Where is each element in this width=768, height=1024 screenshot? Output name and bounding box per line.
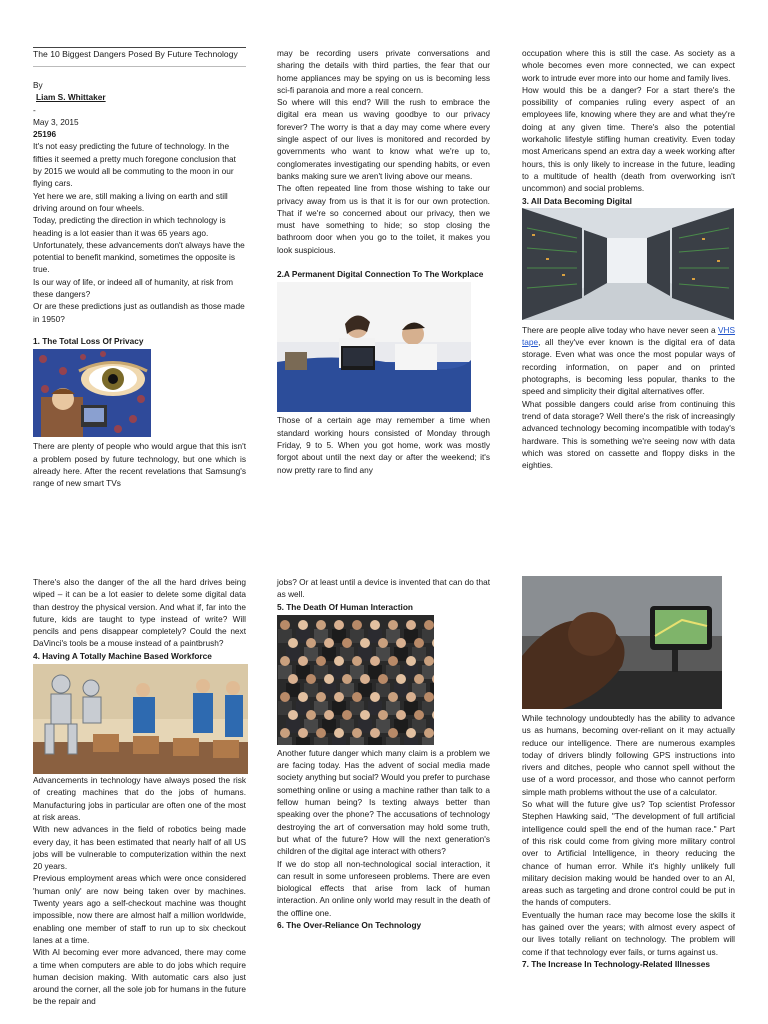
article-date: May 3, 2015 (33, 116, 79, 127)
column-3 (522, 47, 735, 471)
body-paragraph: With new advances in the field of robotics being made every day, it has been estimated that nearly half of all US jobs will be vulnerable to computerization within the next 20 years. (33, 824, 246, 872)
heading-human-interaction: 5. The Death Of Human Interaction (277, 601, 413, 612)
intro-paragraph: Unfortunately, these advancements don't always have the potential to benefit mankind, sometimes the opposite is true. (33, 239, 245, 275)
vhs-tape-link[interactable]: VHS tape (522, 324, 735, 348)
article-id: 25196 (33, 129, 57, 140)
heading-over-reliance: 6. The Over-Reliance On Technology (277, 920, 422, 931)
body-paragraph: There's also the danger of the all the hard drives being wiped – it can be a lot easier to delete some digital data than destroy the physical version. And what if, far into the future, kids are taught to type instead of write? Will pencils and pens disappear completely? Could the next DaVinci's tools be a mouse instead of a paintbrush? (33, 577, 246, 649)
title-divider (33, 66, 246, 67)
byline-dash: - (33, 104, 36, 115)
body-paragraph: Eventually the human race may become lose the skills it has gained over the years; with almost every aspect of our lives totally reliant on technology. The problem will come if that technology ever fails, or turns against us. (522, 909, 735, 957)
heading-tech-illnesses: 7. The Increase In Technology-Related Illnesses (522, 958, 710, 969)
body-paragraph: If we do stop all non-technological social interaction, it can result in some unforeseen problems. There are even biological effects that arise from lack of human interaction. An online only world may result in the death of the offline one. (277, 858, 490, 918)
server-room-photo (522, 208, 734, 320)
heading-digital-data: 3. All Data Becoming Digital (522, 195, 632, 206)
byline-label: By (33, 80, 43, 90)
workplace-photo (277, 282, 471, 412)
author-link[interactable]: Liam S. Whittaker (36, 92, 106, 103)
gps-dashboard-photo (522, 576, 722, 709)
column-1 (33, 47, 246, 489)
body-paragraph: occupation where this is still the case. As society as a whole becomes even more connected, we can expect work to intrude ever more into our home and family lives. (522, 48, 735, 83)
heading-workplace: 2.A Permanent Digital Connection To The Workplace (277, 269, 484, 280)
column-5 (277, 576, 490, 931)
body-paragraph: Advancements in technology have always posed the risk of creating machines that do the jobs of humans. Manufacturing jobs in particular are often one of the most at risk areas. (33, 775, 246, 822)
article-title: The 10 Biggest Dangers Posed By Future Technology (33, 49, 238, 59)
intro-paragraph: Is our way of life, or indeed all of humanity, at risk from these dangers? (33, 276, 233, 300)
intro-paragraph: Or are these predictions just as outlandish as those made in 1950? (33, 301, 245, 324)
body-paragraph: With AI becoming ever more advanced, there may come a time when computers are able to do jobs which require human decision making. With automatic cars also just around the corner, all the sole job for humans in the future be the repair and (33, 947, 246, 1007)
body-paragraph: While technology undoubtedly has the ability to advance us as humans, becoming over-reliant on it may actually reduce our intelligence. There are numerous examples today of drivers blindly following GPS instructions into rivers and ditches, people who cannot spell without the use of a word processor, and those who cannot perform simple math problems without the use of a calculator. (522, 713, 735, 797)
column-2 (277, 47, 490, 476)
body-paragraph: Another future danger which many claim is a problem we are facing today. Has the advent of social media made society anything but social? Would you prefer to purchase something online or using a machine rather than talk to a fellow human being? Is texting always better than speaking over the phone? The accusations of technology destroying the art of conversation may hold some truth, but what of the future? How will the next generation's children of the digital age interact with others? (277, 747, 490, 857)
heading-privacy: 1. The Total Loss Of Privacy (33, 335, 144, 346)
intro-paragraph: Yet here we are, still making a living on earth and still driving around on four wheels. (33, 190, 228, 213)
body-paragraph: What possible dangers could arise from continuing this trend of data storage? Well there's the risk of increasingly advanced technology becoming incompatible with today's hardware. This is something we're seeing now with data which was stored on cassette and floppy disks in the eighties. (522, 398, 735, 471)
body-paragraph: How would this be a danger? For a start there's the possibility of companies ruling every aspect of an employees life, knowing where they are and what they're doing at any given time. There's also the potential workaholic lifestyle stifling human creativity. Even today most Americans spend an extra day a week working after hours, this is only likely to increase in the future, leading to a multitude of health (death from overworking isn't uncommon) and social problems. (522, 84, 735, 194)
body-paragraph: Previous employment areas which were once considered 'human only' are now being taken over by machines. Twenty years ago a self-checkout machine was thought impossible, now there are almost half a million worldwide, enabling one member of staff to run up to six checkout lanes at a time. (33, 873, 246, 945)
body-paragraph: jobs? Or at least until a device is invented that can do that as well. (277, 577, 490, 600)
robot-workforce-illustration (33, 664, 248, 774)
workplace-paragraph: Those of a certain age may remember a time when standard working hours consisted of Monday through Friday, 9 to 5. When you got home, work was mostly forgot about until the next day or after the weekend; it's now pretty rare to find any (277, 415, 490, 475)
intro-paragraph: Today, predicting the direction in which technology is heading is a lot easier than it was 65 years ago. (33, 215, 226, 238)
body-paragraph: may be recording users private conversations and sharing the details with third parties, the fear that our home appliances may be spying on us is becoming less sci-fi paranoia and more a real concern. (277, 48, 490, 95)
body-paragraph: The often repeated line from those wishing to take our privacy away from us is that it is for our own protection. That if we're so concerned about our privacy, then we must have something to hide; so stop closing the bathroom door when you go to the toilet, it makes you look suspicious. (277, 183, 490, 255)
column-4 (33, 576, 246, 1008)
digital-data-paragraph: There are people alive today who have never seen a VHS tape, all they've ever known is the digital era of data storage. Even what was once the most popular ways of recording information, on paper and on printed photographs, is becoming less popular, thanks to the speed and simplicity their digital alternatives offer. (522, 324, 735, 397)
privacy-illustration (33, 349, 151, 437)
body-paragraph: So where will this end? Will the rush to embrace the digital era mean us waving goodbye to our privacy forever? The worry is that a day may come where every single aspect of our lives is monitored and recorded by governments who want to know what we're up to, conglomerates investigating our spending habits, or even banks making sure we aren't living above our means. (277, 97, 490, 181)
body-paragraph: So what will the future give us? Top scientist Professor Stephen Hawking said, "The development of full artificial intelligence could spell the end of the human race." Part of this risk could come from giving more military control over to Artificial Intelligence, in theory reducing the chance of human error. While it's highly unlikely full military decision making would be handed over to an AI, areas such as targeting and drone control could be put in the hands of computers. (522, 799, 735, 908)
intro-paragraph: It's not easy predicting the future of technology. In the fifties it seemed a pretty much foregone conclusion that by 2015 we would all be commuting to the moon in our flying cars. (33, 141, 236, 189)
column-6 (522, 576, 735, 970)
privacy-paragraph: There are plenty of people who would argue that this isn't a problem posed by future technology, but one which is already here. After the recent revelations that Samsung's range of new smart TVs (33, 441, 246, 489)
heading-machine-workforce: 4. Having A Totally Machine Based Workforce (33, 650, 212, 661)
crowd-photo (277, 615, 434, 745)
